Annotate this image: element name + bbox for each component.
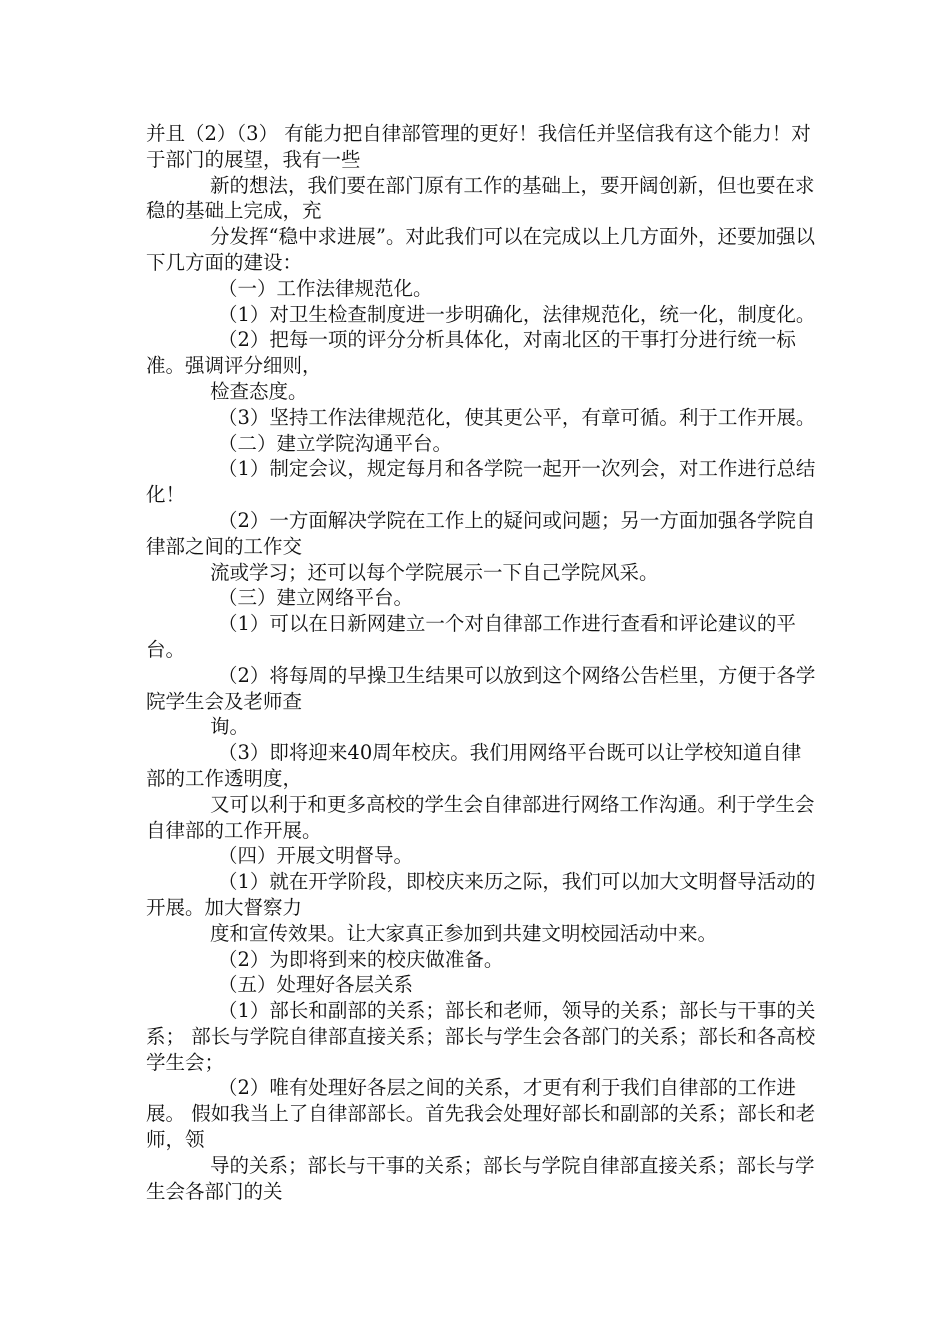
paragraph-22: （2）为即将到来的校庆做准备。 xyxy=(218,947,504,971)
paragraph-8: （3）坚持工作法律规范化，使其更公平，有章可循。利于工作开展。 xyxy=(218,405,816,429)
section-heading-1: （一）工作法律规范化。 xyxy=(218,276,433,300)
paragraph-12: 流或学习；还可以每个学院展示一下自己学院风采。 xyxy=(210,560,659,584)
paragraph-26: 导的关系；部长与干事的关系；部长与学院自律部直接关系；部长与学生会各部门的关 xyxy=(146,1153,815,1203)
paragraph-17: （3）即将迎来40周年校庆。我们用网络平台既可以让学校知道自律部的工作透明度， xyxy=(146,741,802,790)
section-heading-5: （五）处理好各层关系 xyxy=(218,973,414,997)
paragraph-6: （2）把每一项的评分分析具体化，对南北区的干事打分进行统一标准。强调评分细则， xyxy=(146,328,796,378)
section-heading-2: （二）建立学院沟通平台。 xyxy=(218,431,453,455)
paragraph-20: （1）就在开学阶段，即校庆来历之际，我们可以加大文明督导活动的开展。加大督察力 xyxy=(146,870,816,919)
paragraph-1: 并且（2）（3） 有能力把自律部管理的更好！我信任并坚信我有这个能力！对于部门的展望，我有一些 xyxy=(146,122,811,171)
paragraph-2: 新的想法，我们要在部门原有工作的基础上，要开阔创新，但也要在求稳的基础上完成，充 xyxy=(146,173,815,223)
paragraph-15: （2）将每周的早操卫生结果可以放到这个网络公告栏里，方便于各学院学生会及老师查 xyxy=(146,663,816,713)
paragraph-21: 度和宣传效果。让大家真正参加到共建文明校园活动中来。 xyxy=(210,921,718,945)
paragraph-3: 分发挥“稳中求进展”。对此我们可以在完成以上几方面外，还要加强以下几方面的建设： xyxy=(146,225,815,274)
paragraph-16: 询。 xyxy=(210,715,250,739)
paragraph-25: （2）唯有处理好各层之间的关系，才更有利于我们自律部的工作进展。 假如我当上了自律部部长。首先我会处理好部长和副部的关系；部长和老师，领 xyxy=(146,1076,816,1152)
section-heading-3: （三）建立网络平台。 xyxy=(218,586,414,610)
paragraph-11: （2）一方面解决学院在工作上的疑问或问题；另一方面加强各学院自律部之间的工作交 xyxy=(146,508,816,558)
paragraph-5: （1）对卫生检查制度进一步明确化，法律规范化，统一化，制度化。 xyxy=(218,302,816,326)
section-heading-4: （四）开展文明督导。 xyxy=(218,844,414,868)
paragraph-7: 检查态度。 xyxy=(210,379,308,403)
paragraph-24: （1）部长和副部的关系；部长和老师，领导的关系；部长与干事的关系； 部长与学院自律部直接关系；部长与学生会各部门的关系；部长和各高校学生会； xyxy=(146,999,816,1074)
paragraph-18: 又可以利于和更多高校的学生会自律部进行网络工作沟通。利于学生会自律部的工作开展。 xyxy=(146,792,815,842)
paragraph-14: （1）可以在日新网建立一个对自律部工作进行查看和评论建议的平台。 xyxy=(146,612,796,661)
paragraph-10: （1）制定会议，规定每月和各学院一起开一次列会，对工作进行总结化！ xyxy=(146,457,816,507)
document-body xyxy=(146,121,816,1204)
